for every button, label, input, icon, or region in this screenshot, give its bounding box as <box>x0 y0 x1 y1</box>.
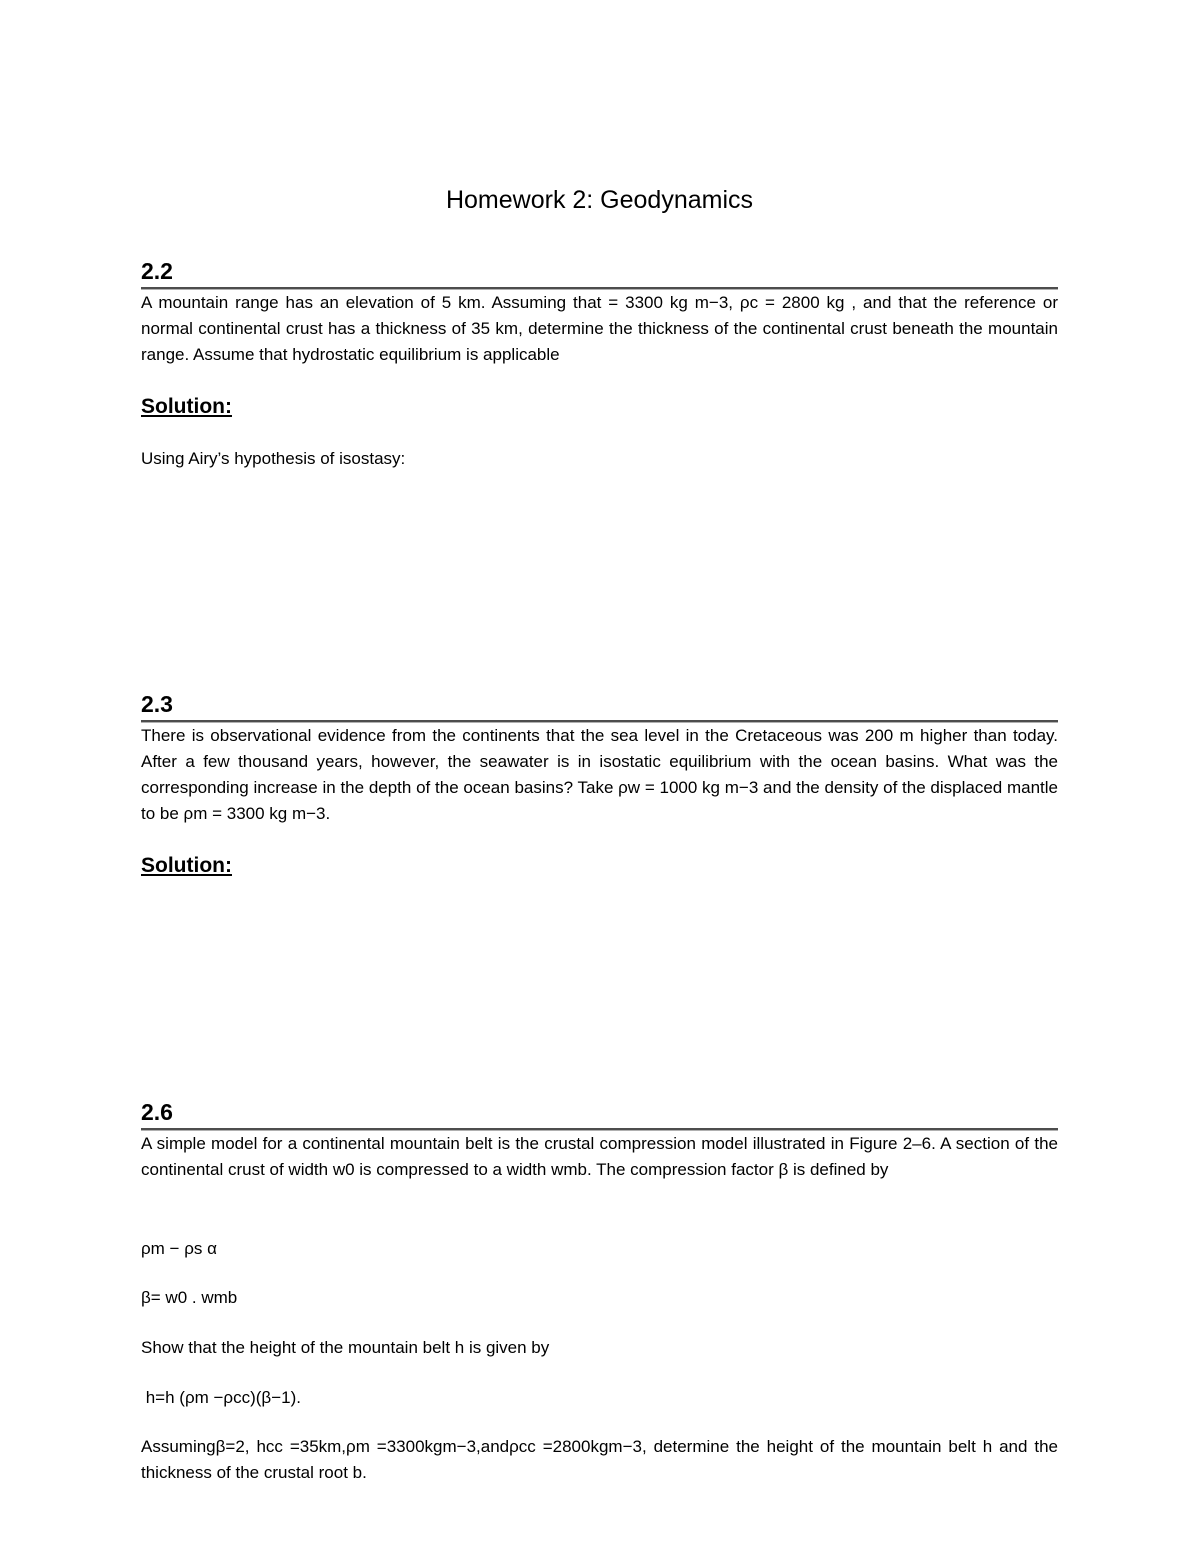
final-paragraph: Assumingβ=2, hcc =35km,ρm =3300kgm−3,andρcc =2800kgm−3, determine the height of the mountain belt h and the thickness of the crustal root b. <box>141 1437 1058 1482</box>
equation-line: h=h (ρm −ρcc)(β−1). <box>141 1388 301 1407</box>
problem-text: A mountain range has an elevation of 5 km. Assuming that = 3300 kg m−3, ρc = 2800 kg , and that the reference or normal continental crust has a thickness of 35 km, determine the thickness of the continental crust beneath the mountain range. Assume that hydrostatic equilibrium is applicable <box>141 293 1058 364</box>
equation-line: ρm − ρs α <box>141 1239 217 1258</box>
solution-text: Using Airy’s hypothesis of isostasy: <box>141 449 406 468</box>
solution-heading: Solution: <box>141 854 232 877</box>
problem-text: There is observational evidence from the continents that the sea level in the Cretaceous was 200 m higher than today. After a few thousand years, however, the seawater is in isostatic equilibrium with the ocean basins. What was the corresponding increase in the depth of the ocean basins? Take ρw = 1000 kg m−3 and the density of the displaced mantle to be ρm = 3300 kg m−3. <box>141 726 1058 823</box>
problem-number: 2.3 <box>141 689 1058 722</box>
problem-2-3 <box>141 689 1058 827</box>
problem-text: A simple model for a continental mountain belt is the crustal compression model illustrated in Figure 2–6. A section of the continental crust of width w0 is compressed to a width wmb. The compression factor β is defined by <box>141 1134 1058 1179</box>
problem-final-text <box>141 1434 1058 1486</box>
problem-number: 2.2 <box>141 256 1058 289</box>
problem-number: 2.6 <box>141 1097 1058 1130</box>
solution-heading: Solution: <box>141 395 232 418</box>
problem-2-2 <box>141 256 1058 368</box>
instruction-line: Show that the height of the mountain belt h is given by <box>141 1338 550 1357</box>
document-page <box>141 0 1058 1553</box>
problem-2-6 <box>141 1097 1058 1183</box>
equation-line: β= w0 . wmb <box>141 1288 238 1307</box>
document-title: Homework 2: Geodynamics <box>445 186 754 214</box>
